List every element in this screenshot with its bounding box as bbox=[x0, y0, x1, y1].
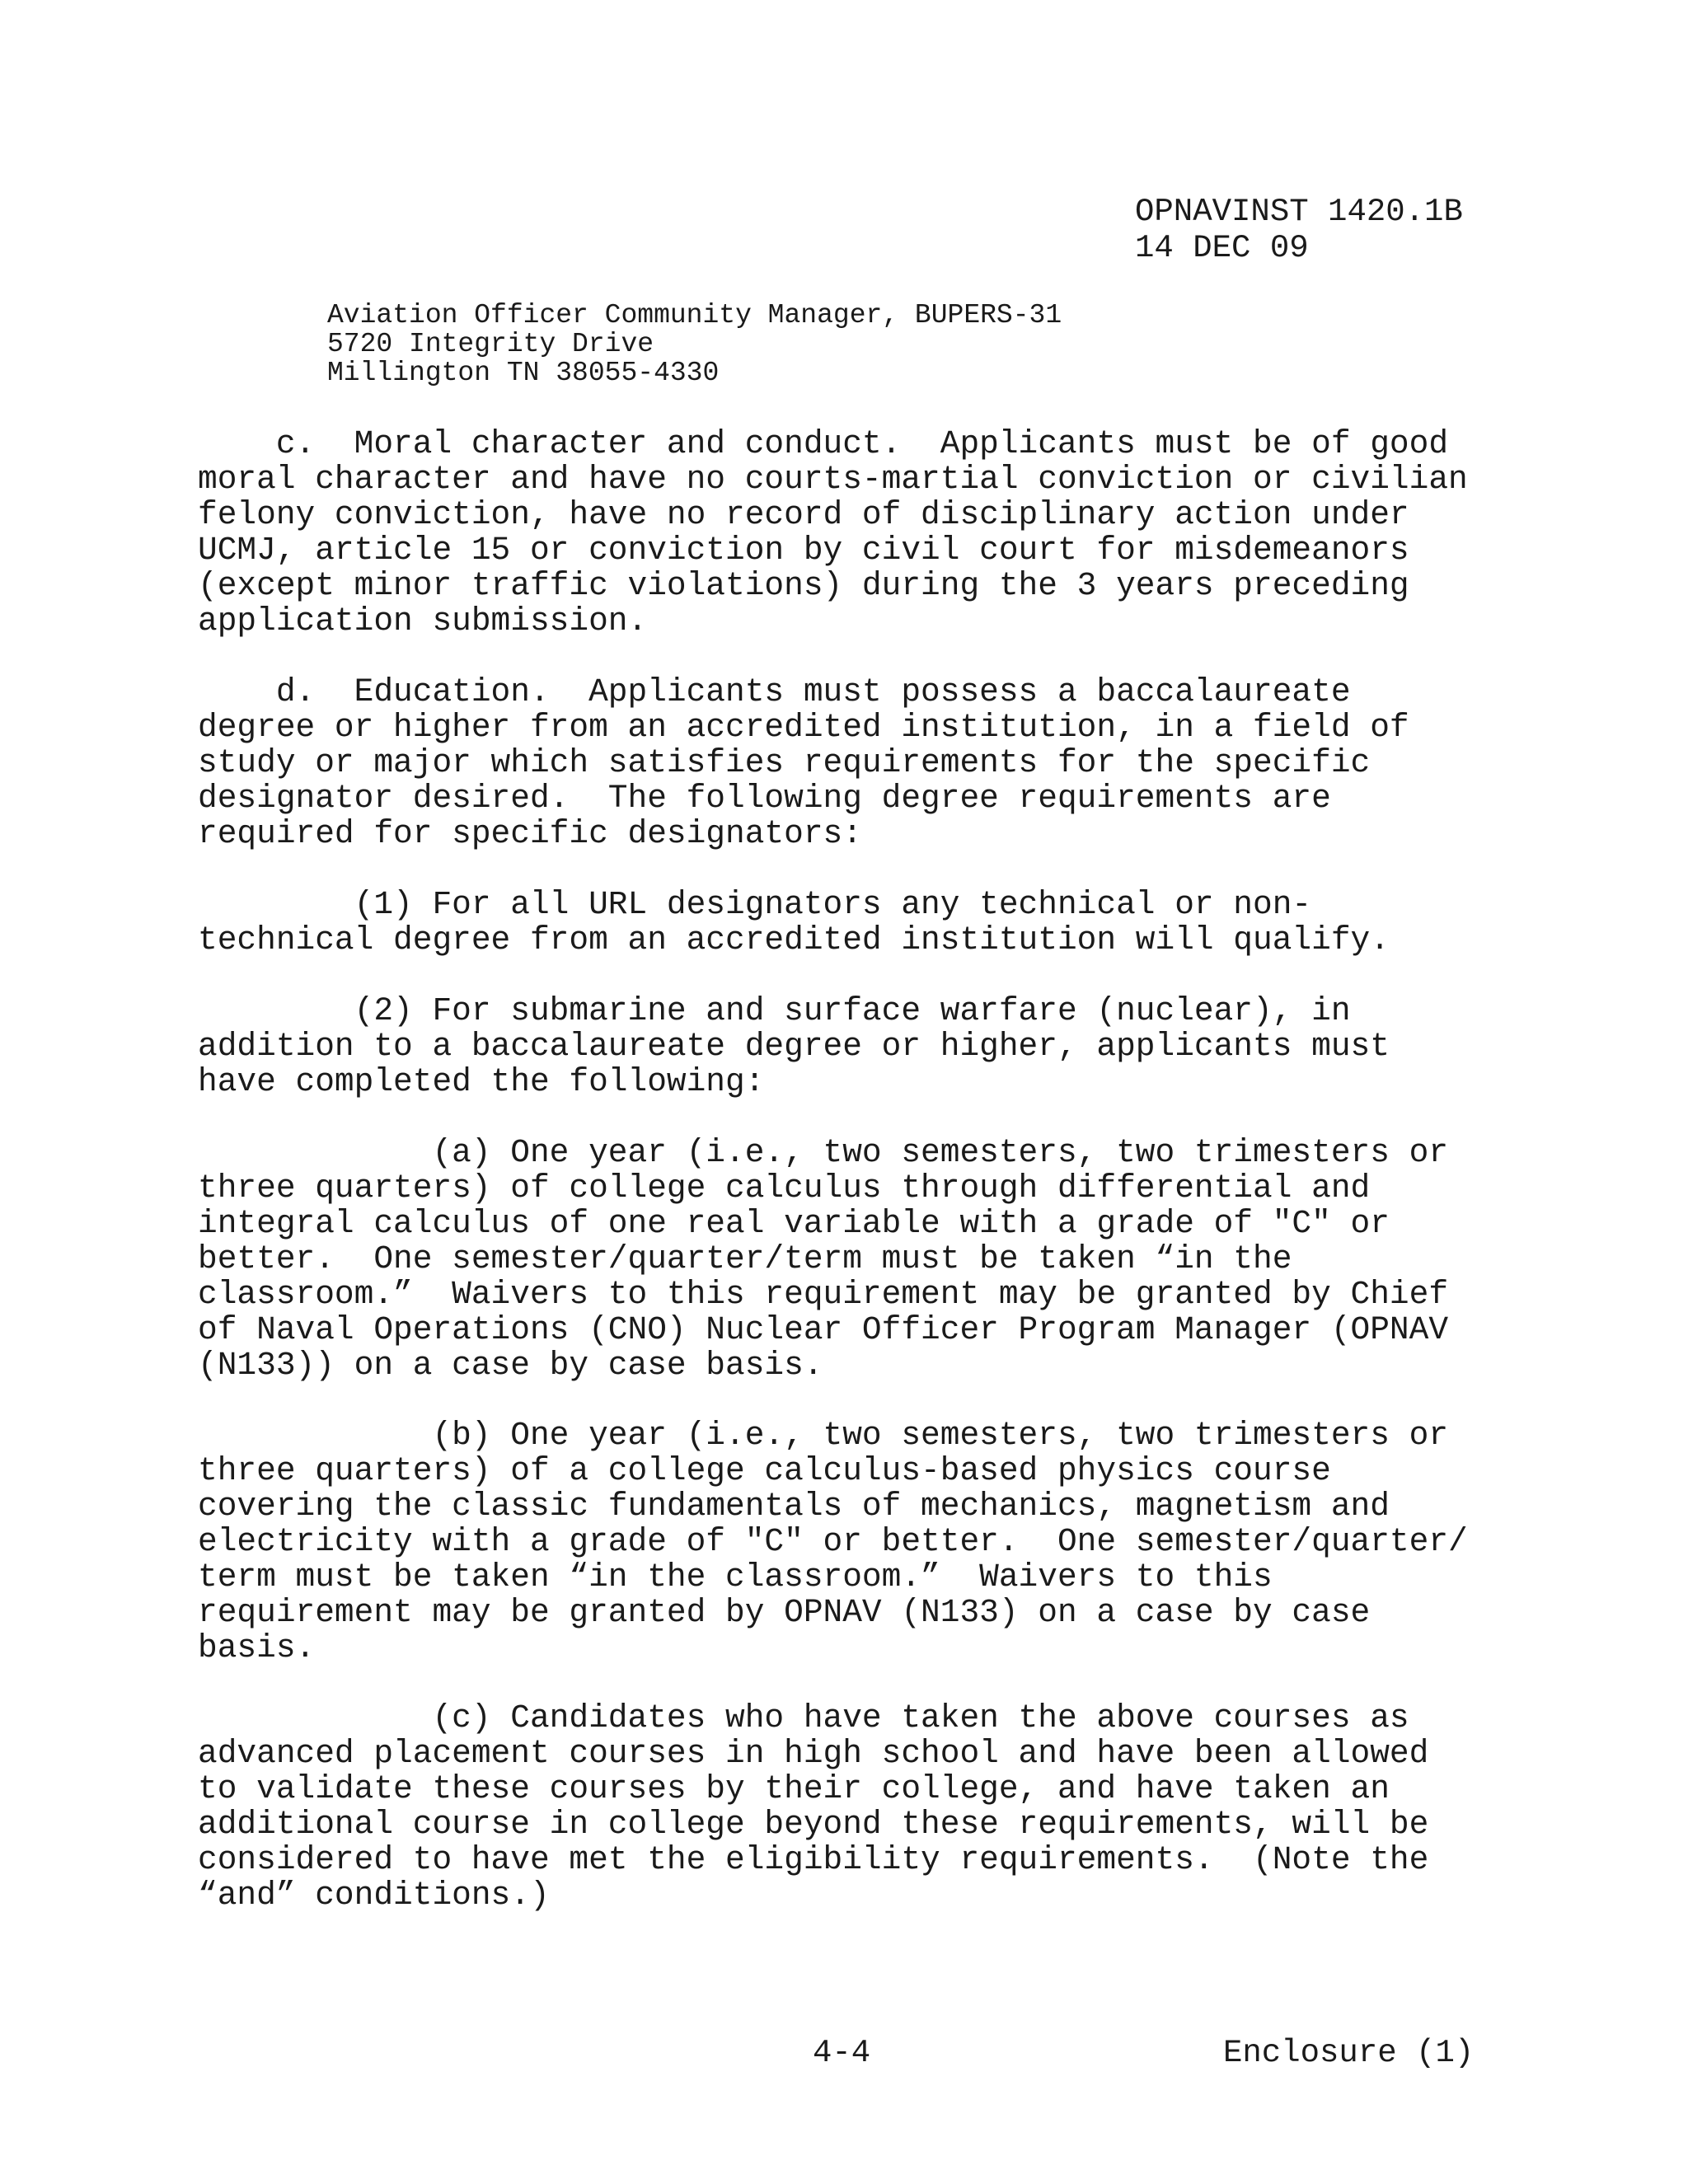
text-line: study or major which satisfies requirements for the specific bbox=[198, 744, 1371, 781]
paragraph-d2-nuclear bbox=[198, 993, 1550, 1099]
page-number: 4-4 bbox=[813, 2035, 871, 2071]
paragraph-c-moral-character bbox=[198, 426, 1550, 639]
text-line: have completed the following: bbox=[198, 1063, 765, 1100]
text-line: d. Education. Applicants must possess a baccalaureate bbox=[198, 673, 1351, 710]
text-line: three quarters) of a college calculus-based physics course bbox=[198, 1452, 1331, 1489]
paragraph-d-education bbox=[198, 674, 1550, 851]
text-line: basis. bbox=[198, 1629, 316, 1666]
mailing-address bbox=[327, 301, 1062, 387]
address-line: Aviation Officer Community Manager, BUPERS-31 bbox=[327, 300, 1062, 330]
address-line: Millington TN 38055-4330 bbox=[327, 358, 720, 388]
text-line: application submission. bbox=[198, 602, 648, 640]
text-line: moral character and have no courts-martial conviction or civilian bbox=[198, 461, 1468, 498]
text-line: technical degree from an accredited institution will qualify. bbox=[198, 921, 1390, 958]
text-line: considered to have met the eligibility requirements. (Note the bbox=[198, 1841, 1429, 1878]
text-line: “and” conditions.) bbox=[198, 1877, 550, 1914]
text-line: (2) For submarine and surface warfare (nuclear), in bbox=[198, 992, 1351, 1029]
text-line: electricity with a grade of "C" or better. One semester/quarter/ bbox=[198, 1523, 1468, 1560]
text-line: degree or higher from an accredited institution, in a field of bbox=[198, 709, 1409, 746]
enclosure-label: Enclosure (1) bbox=[1223, 2035, 1475, 2071]
text-line: to validate these courses by their college, and have taken an bbox=[198, 1770, 1390, 1807]
text-line: (b) One year (i.e., two semesters, two trimesters or bbox=[198, 1417, 1449, 1454]
paragraph-d2b-physics bbox=[198, 1418, 1550, 1666]
text-line: (c) Candidates who have taken the above courses as bbox=[198, 1699, 1409, 1736]
text-line: classroom.” Waivers to this requirement may be granted by Chief bbox=[198, 1276, 1449, 1313]
instruction-date: 14 DEC 09 bbox=[1135, 230, 1309, 266]
text-line: covering the classic fundamentals of mechanics, magnetism and bbox=[198, 1488, 1390, 1525]
text-line: (except minor traffic violations) during the 3 years preceding bbox=[198, 567, 1409, 604]
instruction-id: OPNAVINST 1420.1B bbox=[1135, 194, 1463, 230]
address-line: 5720 Integrity Drive bbox=[327, 329, 654, 359]
text-line: requirement may be granted by OPNAV (N133) on a case by case bbox=[198, 1594, 1371, 1631]
text-line: UCMJ, article 15 or conviction by civil court for misdemeanors bbox=[198, 532, 1409, 569]
text-line: term must be taken “in the classroom.” Waivers to this bbox=[198, 1558, 1273, 1596]
text-line: required for specific designators: bbox=[198, 815, 862, 852]
text-line: c. Moral character and conduct. Applicants must be of good bbox=[198, 425, 1449, 462]
text-line: designator desired. The following degree requirements are bbox=[198, 780, 1331, 817]
text-line: felony conviction, have no record of disciplinary action under bbox=[198, 496, 1409, 533]
text-line: advanced placement courses in high school and have been allowed bbox=[198, 1735, 1429, 1772]
text-line: (a) One year (i.e., two semesters, two trimesters or bbox=[198, 1134, 1449, 1171]
paragraph-d2a-calculus bbox=[198, 1135, 1550, 1383]
text-line: three quarters) of college calculus through differential and bbox=[198, 1169, 1371, 1207]
text-line: addition to a baccalaureate degree or higher, applicants must bbox=[198, 1028, 1390, 1065]
text-line: (N133)) on a case by case basis. bbox=[198, 1347, 823, 1384]
text-line: better. One semester/quarter/term must be taken “in the bbox=[198, 1240, 1292, 1277]
paragraph-d1-url-designators bbox=[198, 887, 1550, 958]
text-line: of Naval Operations (CNO) Nuclear Officer Program Manager (OPNAV bbox=[198, 1311, 1449, 1348]
text-line: integral calculus of one real variable with a grade of "C" or bbox=[198, 1205, 1390, 1242]
text-line: (1) For all URL designators any technical or non- bbox=[198, 886, 1312, 923]
paragraph-d2c-advanced-placement bbox=[198, 1700, 1550, 1913]
text-line: additional course in college beyond these requirements, will be bbox=[198, 1806, 1429, 1843]
